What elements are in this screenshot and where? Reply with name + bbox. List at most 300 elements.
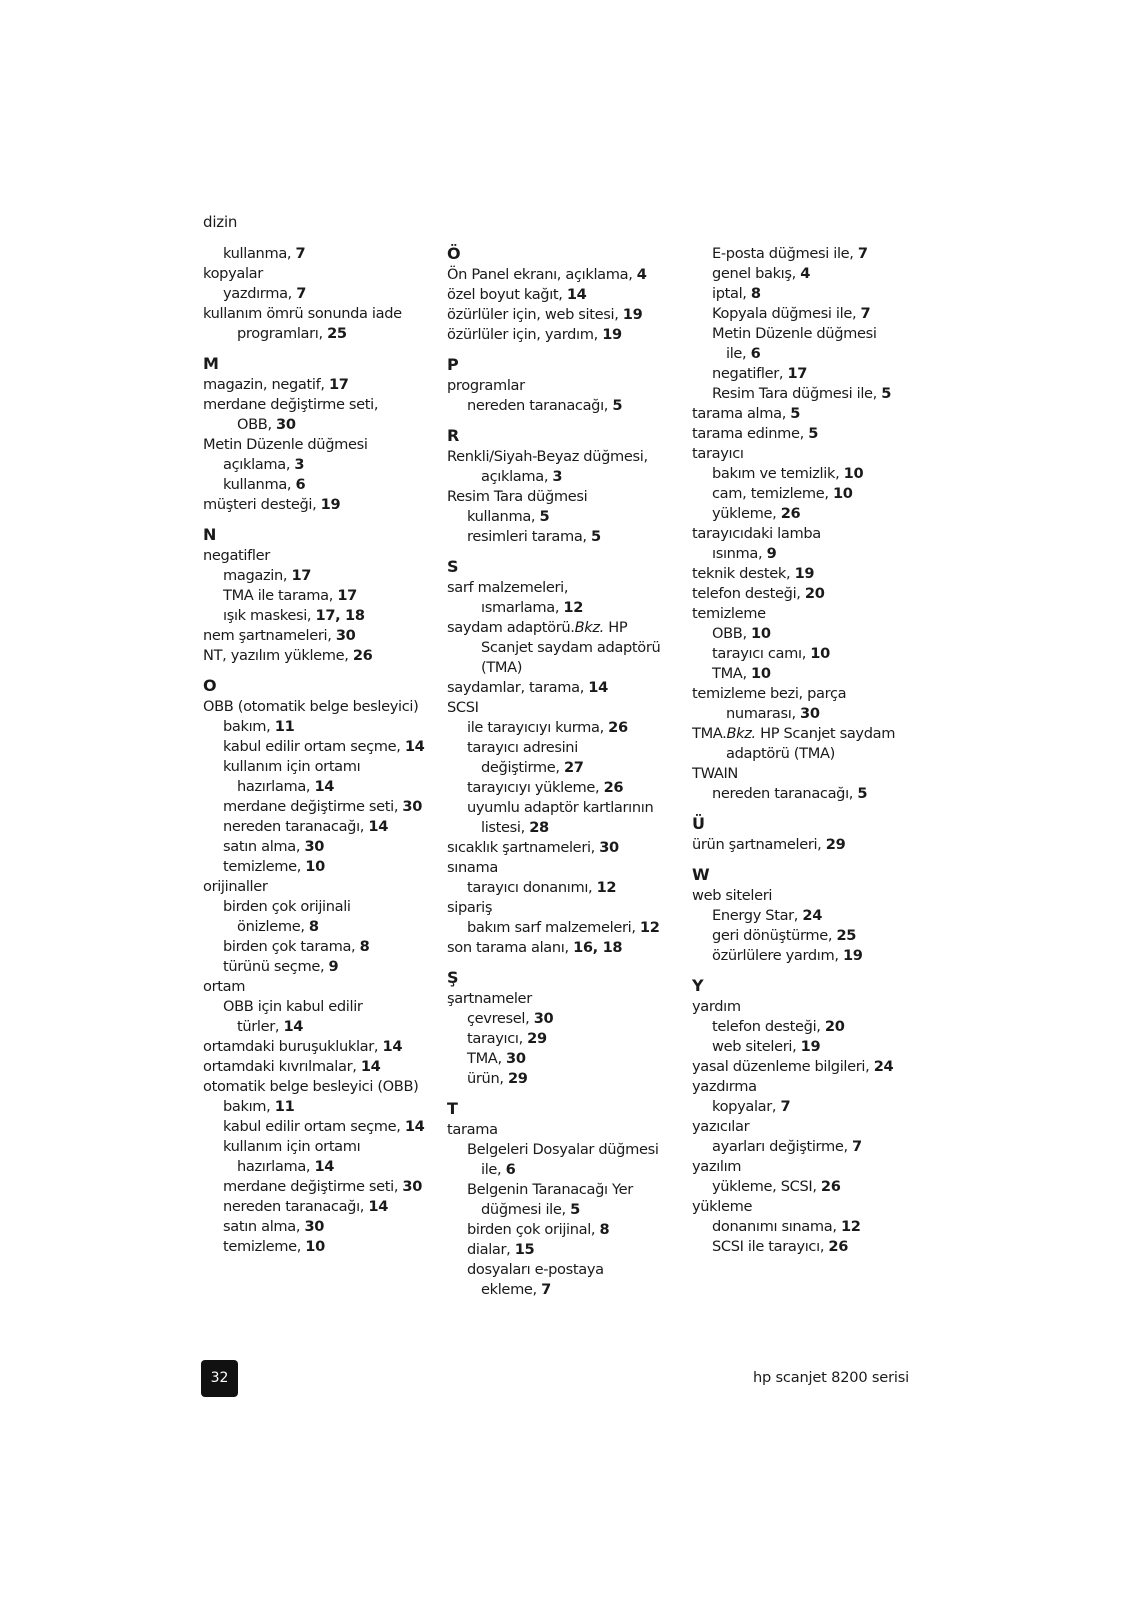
index-entry <box>447 1049 672 1069</box>
index-entry-text: şartnameler <box>447 990 532 1007</box>
index-entry <box>447 898 672 918</box>
index-entry <box>447 1069 672 1089</box>
index-entry <box>692 1197 922 1217</box>
index-entry-text: kabul edilir ortam seçme, <box>223 738 405 755</box>
index-entry-text: Resim Tara düğmesi ile, <box>712 385 882 402</box>
index-entry-text: TMA, <box>467 1050 507 1067</box>
index-entry-text: satın alma, <box>223 838 305 855</box>
index-entry <box>203 1157 428 1177</box>
index-entry <box>692 1077 922 1097</box>
index-entry <box>203 586 428 606</box>
index-entry <box>447 1260 672 1280</box>
index-entry-text: bakım sarf malzemeleri, <box>467 919 640 936</box>
index-page-reference: 10 <box>305 858 325 875</box>
index-letter-heading: R <box>447 426 459 445</box>
index-entry <box>692 1097 922 1117</box>
index-entry <box>692 1037 922 1057</box>
running-header: dizin <box>203 213 238 231</box>
index-entry <box>692 324 922 344</box>
index-see-reference: Bkz. <box>726 725 756 742</box>
index-entry-text: ışık maskesi, <box>223 607 316 624</box>
index-page-reference: 9 <box>766 545 777 562</box>
index-entry <box>447 638 672 658</box>
index-page-reference: 25 <box>836 927 857 944</box>
index-page-reference: 12 <box>639 919 660 936</box>
index-entry <box>203 897 428 917</box>
index-entry-text: saydam adaptörü. <box>447 619 575 636</box>
index-entry <box>447 1140 672 1160</box>
index-page-reference: 26 <box>352 647 373 664</box>
index-page-reference: 10 <box>810 645 830 662</box>
index-entry-text: Energy Star, <box>712 907 803 924</box>
index-page-reference: 8 <box>359 938 370 955</box>
index-entry-text: sipariş <box>447 899 493 916</box>
index-entry <box>692 444 922 464</box>
index-entry-text: E-posta düğmesi ile, <box>712 245 858 262</box>
index-entry <box>447 989 672 1009</box>
index-page-reference: 14 <box>382 1038 403 1055</box>
index-entry <box>447 738 672 758</box>
index-entry <box>203 1217 428 1237</box>
index-entry-text: Metin Düzenle düğmesi <box>203 436 368 453</box>
index-page-reference: 30 <box>402 798 423 815</box>
index-entry <box>203 917 428 937</box>
index-entry-text: yükleme, SCSI, <box>712 1178 821 1195</box>
index-entry-text: magazin, <box>223 567 292 584</box>
index-page-reference: 24 <box>873 1058 894 1075</box>
index-entry-text: programları, <box>237 325 328 342</box>
index-entry <box>447 1220 672 1240</box>
index-page-reference: 19 <box>800 1038 821 1055</box>
index-entry-text: tarayıcıdaki lamba <box>692 525 821 542</box>
index-page-reference: 14 <box>368 818 388 835</box>
index-entry <box>447 818 672 838</box>
index-entry <box>447 1180 672 1200</box>
index-entry-text: türler, <box>237 1018 284 1035</box>
index-entry <box>203 717 428 737</box>
index-page-reference: 3 <box>552 468 563 485</box>
index-entry-text: numarası, <box>726 705 801 722</box>
index-page-reference: 30 <box>304 1218 325 1235</box>
index-entry-text: nereden taranacağı, <box>223 1198 369 1215</box>
index-page-reference: 19 <box>622 306 643 323</box>
index-entry <box>692 664 922 684</box>
index-entry <box>447 396 672 416</box>
index-entry-text: birden çok orijinali <box>223 898 351 915</box>
index-entry <box>447 858 672 878</box>
index-entry-text: kullanma, <box>467 508 540 525</box>
index-entry-text: OBB (otomatik belge besleyici) <box>203 698 419 715</box>
index-page-reference: 5 <box>612 397 623 414</box>
index-page-reference: 8 <box>308 918 319 935</box>
index-page-reference: 11 <box>274 718 295 735</box>
index-page-reference: 26 <box>608 719 628 736</box>
index-entry-text: birden çok orijinal, <box>467 1221 600 1238</box>
index-entry-text: kullanım için ortamı <box>223 758 361 775</box>
index-entry <box>447 447 672 467</box>
index-entry-text: NT, yazılım yükleme, <box>203 647 353 664</box>
index-page-reference: 6 <box>295 476 306 493</box>
index-entry-text: değiştirme, <box>481 759 564 776</box>
index-entry <box>447 878 672 898</box>
index-entry <box>692 1177 922 1197</box>
index-entry-text: tarama alma, <box>692 405 791 422</box>
index-entry-text: nereden taranacağı, <box>712 785 858 802</box>
index-entry-text: sarf malzemeleri, <box>447 579 569 596</box>
footer-product-title: hp scanjet 8200 serisi <box>752 1369 909 1386</box>
index-entry <box>447 507 672 527</box>
index-page-reference: 20 <box>804 585 825 602</box>
index-entry <box>447 265 672 285</box>
index-page-reference: 10 <box>833 485 853 502</box>
index-column-1 <box>203 244 428 1257</box>
index-entry-text: iptal, <box>712 285 751 302</box>
index-entry <box>692 926 922 946</box>
index-entry-text: OBB, <box>712 625 752 642</box>
index-letter-heading: S <box>447 557 459 576</box>
index-entry <box>692 835 922 855</box>
index-entry <box>692 484 922 504</box>
index-entry-text: yazdırma, <box>223 285 297 302</box>
index-entry-text: TMA ile tarama, <box>223 587 338 604</box>
index-entry <box>447 376 672 396</box>
page-number-badge: 32 <box>201 1360 238 1397</box>
index-entry-text: HP <box>603 619 628 636</box>
index-page-reference: 30 <box>402 1178 423 1195</box>
index-entry <box>692 1017 922 1037</box>
index-entry <box>447 658 672 678</box>
index-entry <box>692 997 922 1017</box>
index-entry-text: ısınma, <box>712 545 767 562</box>
index-page-reference: 7 <box>857 245 868 262</box>
index-page-reference: 9 <box>328 958 339 975</box>
index-entry-text: merdane değiştirme seti, <box>223 1178 403 1195</box>
index-entry-text: TWAIN <box>692 765 739 782</box>
index-entry-text: açıklama, <box>481 468 553 485</box>
index-entry <box>692 724 922 744</box>
index-entry-text: yazılım <box>692 1158 742 1175</box>
index-entry <box>203 1177 428 1197</box>
index-entry <box>692 524 922 544</box>
index-entry-text: ortamdaki buruşukluklar, <box>203 1038 383 1055</box>
index-entry-text: resimleri tarama, <box>467 528 592 545</box>
index-entry <box>447 758 672 778</box>
index-page-reference: 10 <box>843 465 864 482</box>
index-page-reference: 30 <box>599 839 619 856</box>
index-entry <box>447 1120 672 1140</box>
index-entry <box>203 455 428 475</box>
index-entry <box>203 264 428 284</box>
index-entry-text: kullanım ömrü sonunda iade <box>203 305 402 322</box>
index-entry <box>692 244 922 264</box>
index-entry <box>692 1117 922 1137</box>
index-entry-text: Belgenin Taranacağı Yer <box>467 1181 633 1198</box>
index-entry <box>447 618 672 638</box>
index-page-reference: 10 <box>305 1238 325 1255</box>
index-page-reference: 12 <box>840 1218 861 1235</box>
index-entry <box>203 737 428 757</box>
index-entry-text: SCSI <box>447 699 479 716</box>
index-entry <box>203 1237 428 1257</box>
index-entry-text: OBB için kabul edilir <box>223 998 363 1015</box>
index-page-reference: 17, 18 <box>315 607 365 624</box>
index-entry <box>447 1200 672 1220</box>
index-entry-text: donanımı sınama, <box>712 1218 841 1235</box>
index-letter-heading: Ü <box>692 814 705 833</box>
index-entry <box>203 797 428 817</box>
index-entry-text: merdane değiştirme seti, <box>223 798 403 815</box>
index-page-reference: 7 <box>780 1098 791 1115</box>
index-entry <box>692 404 922 424</box>
index-entry-text: özürlüler için, yardım, <box>447 326 603 343</box>
index-entry <box>692 1157 922 1177</box>
index-entry <box>203 1037 428 1057</box>
index-entry-text: teknik destek, <box>692 565 795 582</box>
index-entry <box>447 838 672 858</box>
index-page-reference: 7 <box>860 305 871 322</box>
index-entry-text: geri dönüştürme, <box>712 927 837 944</box>
index-entry-text: sıcaklık şartnameleri, <box>447 839 600 856</box>
index-page-reference: 26 <box>780 505 801 522</box>
index-entry-text: bakım ve temizlik, <box>712 465 844 482</box>
index-entry-text: birden çok tarama, <box>223 938 360 955</box>
index-entry-text: HP Scanjet saydam <box>755 725 896 742</box>
index-entry <box>692 384 922 404</box>
index-letter-heading: Ş <box>447 968 459 987</box>
index-page-reference: 17 <box>337 587 357 604</box>
index-entry <box>692 364 922 384</box>
index-page-reference: 25 <box>327 325 347 342</box>
index-page-reference: 30 <box>506 1050 526 1067</box>
index-entry-text: OBB, <box>237 416 277 433</box>
index-entry-text: yükleme <box>692 1198 753 1215</box>
index-entry <box>203 757 428 777</box>
index-entry <box>203 697 428 717</box>
index-entry-text: negatifler, <box>712 365 788 382</box>
index-entry-text: ürün şartnameleri, <box>692 836 826 853</box>
index-page-reference: 14 <box>360 1058 381 1075</box>
index-entry <box>447 1029 672 1049</box>
index-column-3 <box>692 244 922 1257</box>
index-entry-text: telefon desteği, <box>712 1018 825 1035</box>
index-entry-text: hazırlama, <box>237 1158 315 1175</box>
index-page-reference: 30 <box>335 627 356 644</box>
index-page-reference: 8 <box>750 285 761 302</box>
index-entry-text: yazdırma <box>692 1078 757 1095</box>
index-entry-text: web siteleri, <box>712 1038 801 1055</box>
index-entry-text: satın alma, <box>223 1218 305 1235</box>
index-entry-text: web siteleri <box>692 887 773 904</box>
index-entry <box>447 778 672 798</box>
index-entry <box>447 285 672 305</box>
index-entry <box>692 784 922 804</box>
index-page-reference: 10 <box>751 625 771 642</box>
index-entry <box>447 918 672 938</box>
index-entry <box>692 644 922 664</box>
index-see-reference: Bkz. <box>574 619 604 636</box>
index-entry <box>692 764 922 784</box>
index-entry-text: SCSI ile tarayıcı, <box>712 1238 829 1255</box>
index-entry <box>203 244 428 264</box>
index-entry <box>203 777 428 797</box>
index-entry-text: çevresel, <box>467 1010 534 1027</box>
index-entry-text: merdane değiştirme seti, <box>203 396 379 413</box>
index-page-reference: 19 <box>320 496 341 513</box>
index-entry-text: tarayıcı donanımı, <box>467 879 597 896</box>
index-page-reference: 7 <box>852 1138 862 1155</box>
index-entry-text: ekleme, <box>481 1281 542 1298</box>
index-entry <box>692 704 922 724</box>
index-entry <box>447 1009 672 1029</box>
index-column-2 <box>447 244 672 1300</box>
index-page-reference: 28 <box>529 819 549 836</box>
index-entry-text: kullanma, <box>223 245 296 262</box>
index-entry <box>203 1137 428 1157</box>
index-page-reference: 14 <box>566 286 587 303</box>
index-entry <box>692 886 922 906</box>
index-entry-text: ısmarlama, <box>481 599 564 616</box>
index-entry <box>692 906 922 926</box>
index-entry-text: hazırlama, <box>237 778 315 795</box>
index-entry <box>692 544 922 564</box>
index-entry <box>692 744 922 764</box>
index-entry-text: ile, <box>481 1161 506 1178</box>
index-entry-text: saydamlar, tarama, <box>447 679 589 696</box>
index-entry <box>203 546 428 566</box>
index-page-reference: 8 <box>599 1221 610 1238</box>
index-entry-text: tarayıcıyı yükleme, <box>467 779 604 796</box>
index-entry <box>692 424 922 444</box>
index-page-reference: 26 <box>603 779 624 796</box>
index-entry-text: kullanım için ortamı <box>223 1138 361 1155</box>
index-page-reference: 6 <box>750 345 761 362</box>
index-entry <box>203 1077 428 1097</box>
index-page-reference: 4 <box>636 266 647 283</box>
index-entry-text: ortamdaki kıvrılmalar, <box>203 1058 361 1075</box>
index-entry-text: özürlülere yardım, <box>712 947 843 964</box>
index-entry-text: ortam <box>203 978 246 995</box>
index-page-reference: 19 <box>842 947 863 964</box>
index-entry-text: Scanjet saydam adaptörü <box>481 639 661 656</box>
index-entry-text: tarama edinme, <box>692 425 809 442</box>
index-entry-text: tarayıcı, <box>467 1030 528 1047</box>
index-page-reference: 14 <box>283 1018 304 1035</box>
index-entry-text: listesi, <box>481 819 530 836</box>
index-page-reference: 20 <box>824 1018 845 1035</box>
index-entry <box>692 946 922 966</box>
index-entry-text: Kopyala düğmesi ile, <box>712 305 861 322</box>
index-entry <box>203 1057 428 1077</box>
index-entry <box>203 837 428 857</box>
index-entry <box>203 495 428 515</box>
index-page-reference: 19 <box>794 565 815 582</box>
index-entry <box>692 624 922 644</box>
index-letter-heading: W <box>692 865 710 884</box>
index-entry <box>203 1097 428 1117</box>
index-entry-text: yardım <box>692 998 741 1015</box>
index-entry <box>692 1057 922 1077</box>
index-entry-text: orijinaller <box>203 878 268 895</box>
index-entry <box>692 1137 922 1157</box>
index-page-reference: 14 <box>314 778 335 795</box>
index-entry <box>447 527 672 547</box>
index-entry-text: bakım, <box>223 1098 275 1115</box>
index-entry <box>203 304 428 324</box>
index-page-reference: 30 <box>800 705 820 722</box>
index-entry <box>447 1240 672 1260</box>
index-entry <box>203 284 428 304</box>
index-entry <box>203 1197 428 1217</box>
index-entry-text: telefon desteği, <box>692 585 805 602</box>
index-page-reference: 5 <box>808 425 818 442</box>
index-entry <box>692 284 922 304</box>
index-entry-text: tarayıcı adresini <box>467 739 578 756</box>
index-entry-text: müşteri desteği, <box>203 496 321 513</box>
index-page-reference: 29 <box>527 1030 547 1047</box>
index-page-reference: 24 <box>802 907 822 924</box>
index-entry-text: düğmesi ile, <box>481 1201 571 1218</box>
index-letter-heading: T <box>447 1099 458 1118</box>
index-entry-text: nem şartnameleri, <box>203 627 336 644</box>
index-entry-text: Resim Tara düğmesi <box>447 488 588 505</box>
index-page-reference: 17 <box>328 376 349 393</box>
index-entry-text: temizleme bezi, parça <box>692 685 847 702</box>
index-page-reference: 12 <box>563 599 584 616</box>
index-page-reference: 11 <box>274 1098 295 1115</box>
index-entry <box>203 857 428 877</box>
index-page-reference: 5 <box>570 1201 580 1218</box>
index-entry <box>692 584 922 604</box>
index-page-reference: 5 <box>881 385 892 402</box>
index-page-reference: 7 <box>296 285 307 302</box>
index-entry <box>447 598 672 618</box>
index-page-reference: 14 <box>368 1198 388 1215</box>
index-entry-text: sınama <box>447 859 498 876</box>
index-page-reference: 27 <box>563 759 584 776</box>
index-page-reference: 17 <box>787 365 808 382</box>
index-entry-text: temizleme <box>692 605 766 622</box>
index-entry-text: TMA. <box>692 725 727 742</box>
index-entry <box>692 1217 922 1237</box>
index-entry-text: temizleme, <box>223 858 306 875</box>
index-entry <box>203 375 428 395</box>
index-entry-text: genel bakış, <box>712 265 801 282</box>
index-letter-heading: Ö <box>447 244 461 263</box>
index-page-reference: 16, 18 <box>573 939 623 956</box>
index-entry <box>203 606 428 626</box>
index-entry <box>203 626 428 646</box>
index-page-reference: 19 <box>602 326 622 343</box>
index-entry-text: kopyalar <box>203 265 263 282</box>
index-entry <box>692 684 922 704</box>
index-entry-text: yasal düzenleme bilgileri, <box>692 1058 874 1075</box>
index-entry <box>447 578 672 598</box>
index-entry-text: tarayıcı <box>692 445 744 462</box>
index-entry-text: temizleme, <box>223 1238 306 1255</box>
index-page-reference: 12 <box>596 879 617 896</box>
index-page-reference: 29 <box>825 836 846 853</box>
index-entry <box>692 304 922 324</box>
index-entry-text: kopyalar, <box>712 1098 781 1115</box>
index-letter-heading: O <box>203 676 217 695</box>
index-entry <box>447 798 672 818</box>
index-page-reference: 5 <box>790 405 801 422</box>
index-entry-text: nereden taranacağı, <box>223 818 369 835</box>
index-entry-text: son tarama alanı, <box>447 939 574 956</box>
index-letter-heading: Y <box>692 976 704 995</box>
index-page-reference: 14 <box>404 738 425 755</box>
index-entry <box>447 718 672 738</box>
